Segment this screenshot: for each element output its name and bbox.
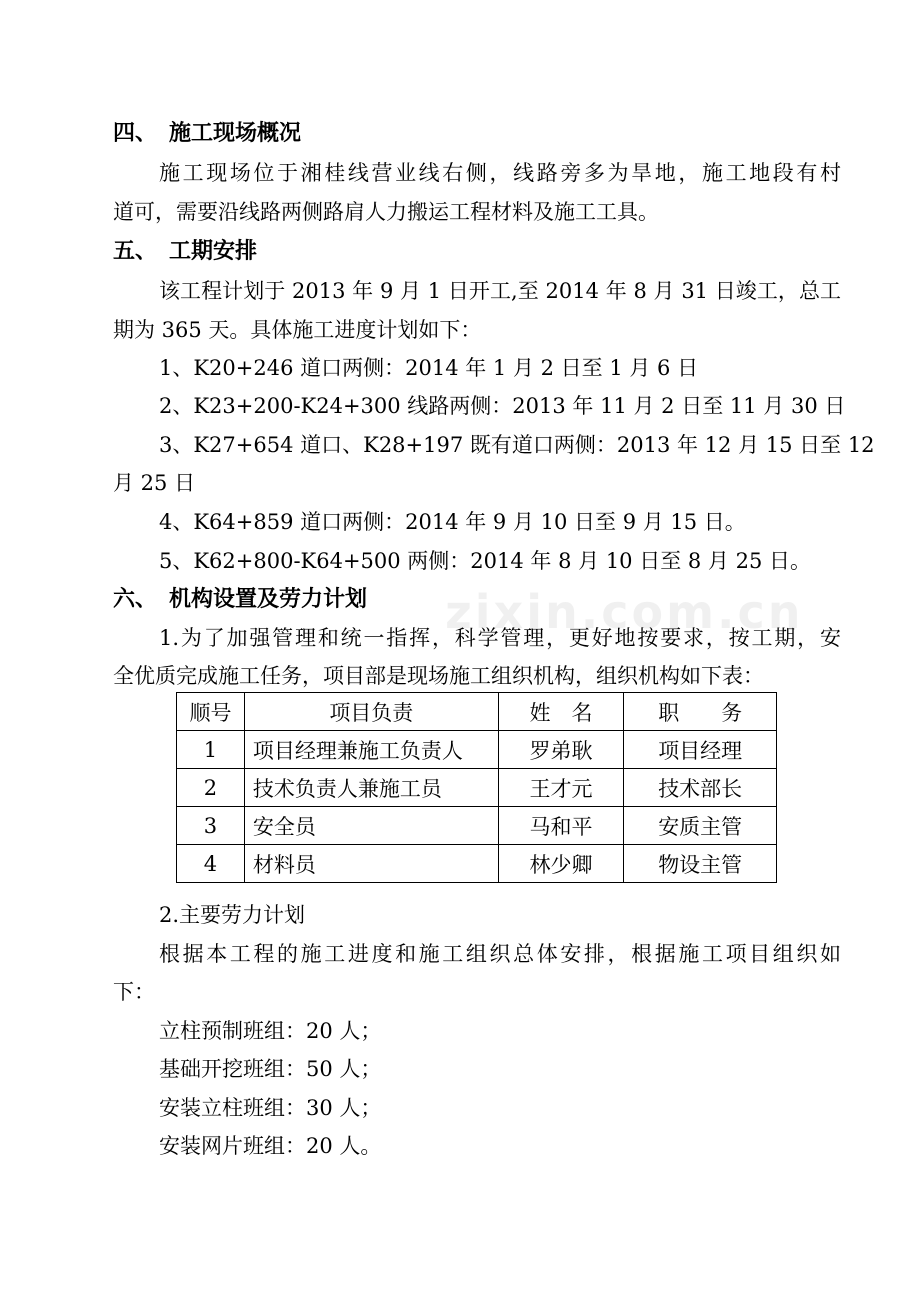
table-cell: 林少卿 — [498, 845, 624, 883]
team-item: 基础开挖班组：50 人； — [159, 1057, 382, 1081]
table-cell: 3 — [177, 807, 245, 845]
team-item: 立柱预制班组：20 人； — [159, 1019, 382, 1043]
section-heading-6: 六、 机构设置及劳力计划 — [113, 586, 368, 612]
table-cell: 2 — [177, 769, 245, 807]
table-cell: 物设主管 — [624, 845, 777, 883]
table-header: 姓 名 — [498, 693, 624, 731]
paragraph: 期为 365 天。具体施工进度计划如下： — [113, 318, 482, 342]
table-cell: 罗弟耿 — [498, 731, 624, 769]
paragraph: 1.为了加强管理和统一指挥，科学管理，更好地按要求，按工期，安 — [159, 626, 841, 650]
watermark: zixin.com.cn — [445, 585, 804, 639]
section-heading-4: 四、 施工现场概况 — [113, 120, 302, 146]
paragraph: 施工现场位于湘桂线营业线右侧，线路旁多为旱地，施工地段有村 — [159, 161, 841, 185]
schedule-item: 1、K20+246 道口两侧：2014 年 1 月 2 日至 1 月 6 日 — [159, 356, 699, 380]
table-header: 项目负责 — [244, 693, 498, 731]
table-cell: 4 — [177, 845, 245, 883]
table-cell: 材料员 — [244, 845, 498, 883]
schedule-item: 4、K64+859 道口两侧：2014 年 9 月 10 日至 9 月 15 日。 — [159, 510, 746, 534]
table-cell: 安全员 — [244, 807, 498, 845]
table-row — [177, 731, 777, 769]
table-row — [177, 769, 777, 807]
table-header: 职 务 — [624, 693, 777, 731]
section-heading-5: 五、 工期安排 — [113, 238, 258, 264]
table-cell: 项目经理兼施工负责人 — [244, 731, 498, 769]
table-row — [177, 845, 777, 883]
paragraph: 该工程计划于 2013 年 9 月 1 日开工,至 2014 年 8 月 31 日竣工，总工 — [159, 279, 841, 303]
table-cell: 项目经理 — [624, 731, 777, 769]
team-item: 安装立柱班组：30 人； — [159, 1096, 382, 1120]
table-row — [177, 807, 777, 845]
schedule-item: 5、K62+800-K64+500 两侧：2014 年 8 月 10 日至 8 月 25 日。 — [159, 549, 811, 573]
table-cell: 马和平 — [498, 807, 624, 845]
paragraph: 全优质完成施工任务，项目部是现场施工组织机构，组织机构如下表： — [113, 664, 764, 688]
paragraph: 根据本工程的施工进度和施工组织总体安排，根据施工项目组织如 — [159, 942, 841, 966]
table-header: 顺号 — [177, 693, 245, 731]
team-item: 安装网片班组：20 人。 — [159, 1134, 382, 1158]
subheading: 2.主要劳力计划 — [159, 903, 306, 927]
table-cell: 安质主管 — [624, 807, 777, 845]
table-cell: 技术负责人兼施工员 — [244, 769, 498, 807]
schedule-item: 月 25 日 — [113, 471, 196, 495]
schedule-item: 2、K23+200-K24+300 线路两侧：2013 年 11 月 2 日至 11 月 30 日 — [159, 394, 846, 418]
paragraph: 下： — [113, 980, 155, 1004]
table-cell: 技术部长 — [624, 769, 777, 807]
schedule-item: 3、K27+654 道口、K28+197 既有道口两侧：2013 年 12 月 15 日至 12 — [159, 433, 875, 457]
organization-table — [176, 692, 777, 883]
paragraph: 道可，需要沿线路两侧路肩人力搬运工程材料及施工工具。 — [113, 200, 659, 224]
table-cell: 1 — [177, 731, 245, 769]
table-header-row — [177, 693, 777, 731]
table-cell: 王才元 — [498, 769, 624, 807]
